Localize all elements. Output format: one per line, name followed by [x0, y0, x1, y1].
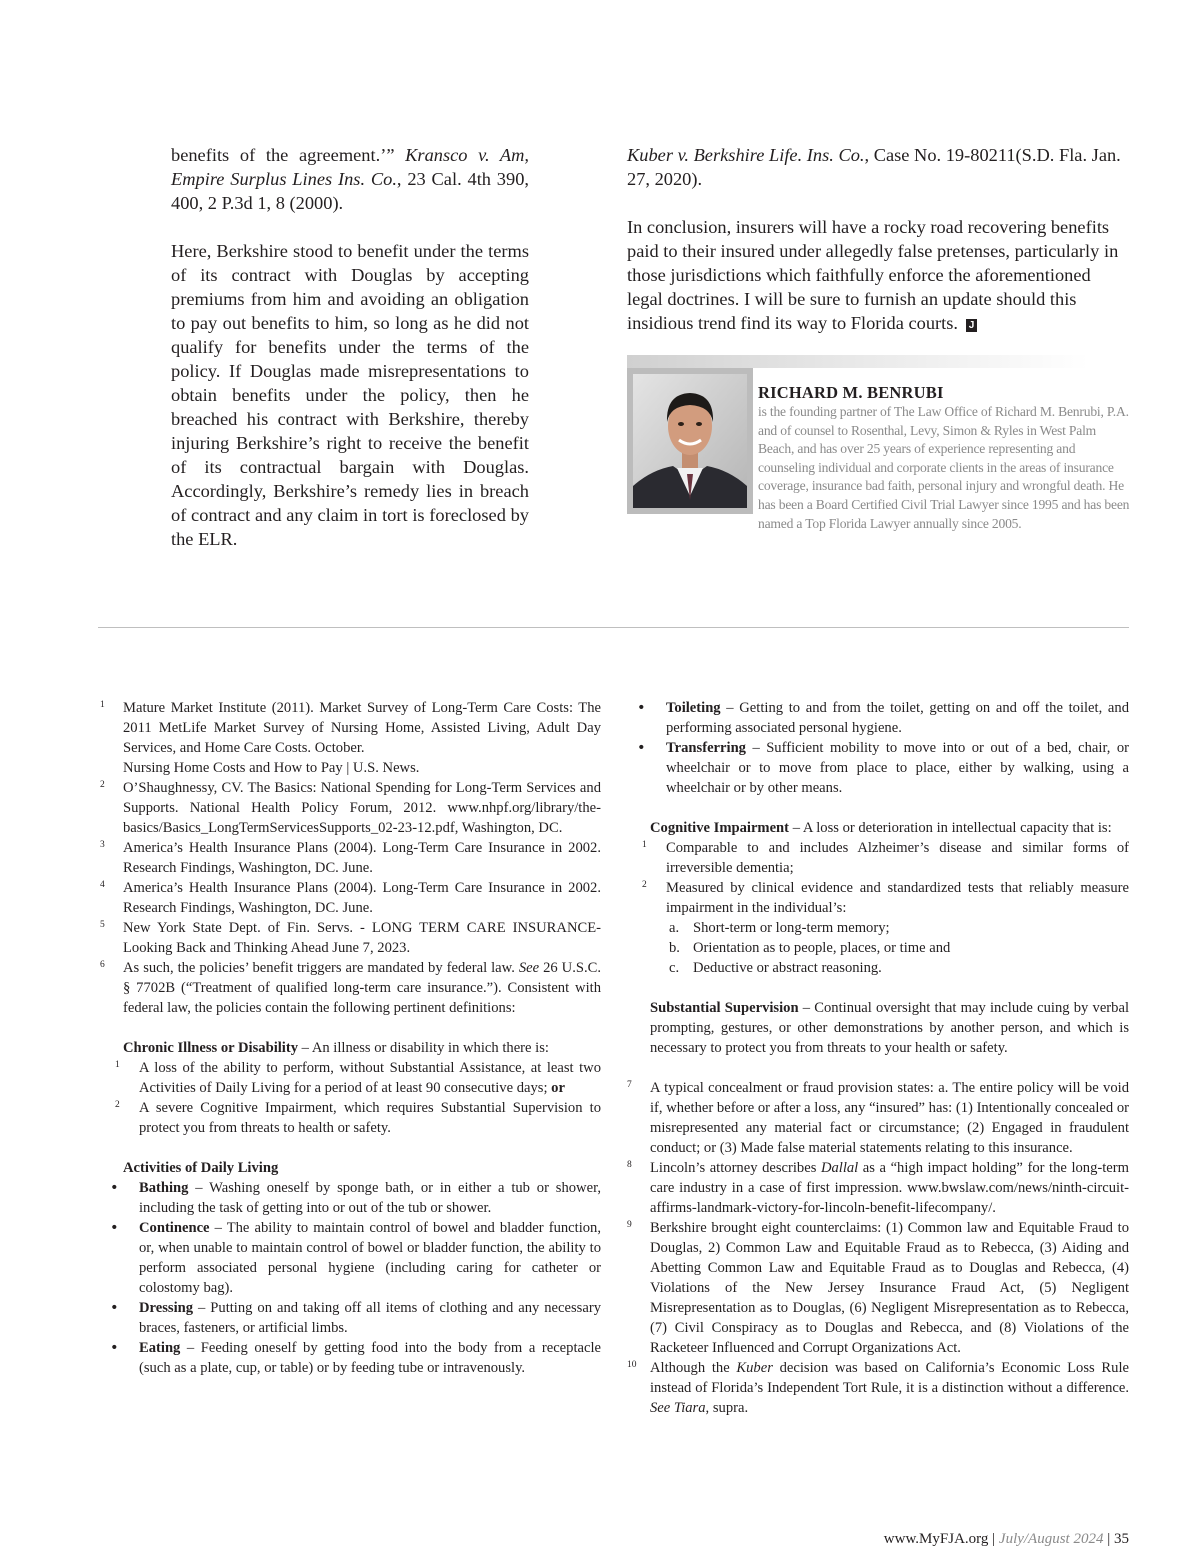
footnote-number: 5 [100, 920, 105, 930]
bullet-item: • Continence – The ability to maintain control of bowel and bladder function, or, when unable to maintain control of bowel or bladder function, the ability to perform associated personal hygiene (including caring for catheter or colostomy bag). [110, 1219, 601, 1296]
page-footer: www.MyFJA.org | July/August 2024 | 35 [883, 1531, 1129, 1547]
bullet-icon: • [637, 739, 646, 756]
footnote: 10 Although the Kuber decision was based on California’s Economic Loss Rule instead of Florida’s Independent Tort Rule, it is a distinction without a difference. See Tiara, supra. [627, 1358, 1129, 1418]
author-name: RICHARD M. BENRUBI [758, 383, 944, 402]
footnote-number: 9 [627, 1220, 632, 1230]
conclusion-paragraph: In conclusion, insurers will have a rocky road recovering benefits paid to their insured under allegedly false pretenses, particularly in those jurisdictions which faithfully enforce the aforementioned legal doctrines. I will be sure to furnish an update should this insidious trend find its way to Florida courts. J [627, 217, 1119, 333]
body-column-left [171, 143, 529, 551]
footnote: 4 America’s Health Insurance Plans (2004). Long-Term Care Insurance in 2002. Research Findings, Washington, DC. June. [100, 878, 601, 918]
page-number: 35 [1114, 1531, 1129, 1547]
footnotes-column-right [627, 698, 1129, 1418]
definition-heading: Substantial Supervision – Continual oversight that may include cuing by verbal prompting, gestures, or other demonstrations by another person, and which is necessary to protect you from threats to your health or safety. [650, 1000, 1129, 1056]
lettered-item: b. Orientation as to people, places, or time and [669, 940, 951, 956]
definition-subitem: 2 A severe Cognitive Impairment, which requires Substantial Supervision to protect you from threats to health or safety. [115, 1100, 601, 1136]
lettered-item: c. Deductive or abstract reasoning. [669, 960, 882, 976]
bullet-item: • Dressing – Putting on and taking off all items of clothing and any necessary braces, fasteners, or artificial limbs. [110, 1299, 601, 1336]
footnote-number: 10 [627, 1360, 637, 1370]
footnote-number: 3 [100, 840, 105, 850]
author-photo [633, 374, 747, 508]
bullet-item: • Transferring – Sufficient mobility to move into or out of a bed, chair, or wheelchair or to move from place to place, either by walking, using a wheelchair or by other means. [637, 739, 1129, 796]
footnote-number: 2 [100, 780, 105, 790]
bullet-icon: • [110, 1339, 119, 1356]
footnote: 3 America’s Health Insurance Plans (2004). Long-Term Care Insurance in 2002. Research Findings, Washington, DC. June. [100, 838, 601, 878]
body-paragraph: benefits of the agreement.’” Kransco v. Am, Empire Surplus Lines Ins. Co., 23 Cal. 4th 390, 400, 2 P.3d 1, 8 (2000). [171, 145, 530, 213]
bullet-item: • Bathing – Washing oneself by sponge bath, or in either a tub or shower, including the task of getting into or out of the tub or shower. [110, 1179, 601, 1216]
bullet-item: • Toileting – Getting to and from the toilet, getting on and off the toilet, and performing associated personal hygiene. [637, 699, 1129, 736]
bullet-icon: • [637, 699, 646, 716]
bullet-icon: • [110, 1179, 119, 1196]
author-bio-box [627, 355, 1129, 555]
bullet-icon: • [110, 1219, 119, 1236]
footnote: 5 New York State Dept. of Fin. Servs. - LONG TERM CARE INSURANCE- Looking Back and Thinking Ahead June 7, 2023. [100, 918, 601, 958]
author-bio-text: is the founding partner of The Law Office of Richard M. Benrubi, P.A. and of counsel to Rosenthal, Levy, Simon & Ryles in West Palm Beach, and has over 25 years of experience representing and counseling individual and corporate clients in the areas of insurance coverage, insurance bad faith, personal injury and wrongful death. He has been a Board Certified Civil Trial Lawyer since 1995 and has been named a Top Florida Lawyer annually since 2005. [758, 404, 1130, 531]
author-photo-frame [627, 368, 753, 514]
footnote: 1 Mature Market Institute (2011). Market Survey of Long-Term Care Costs: The 2011 MetLife Market Survey of Nursing Home, Assisted Living, Adult Day Services, and Home Care Costs. October. [100, 698, 601, 758]
bullet-item: • Eating – Feeding oneself by getting food into the body from a receptacle (such as a plate, cup, or table) or by feeding tube or intravenously. [110, 1339, 601, 1376]
body-paragraph: Here, Berkshire stood to benefit under the terms of its contract with Douglas by accepting premiums from him and avoiding an obligation to pay out benefits to him, so long as he did not qualify for benefits under the terms of the policy. If Douglas made misrepresentations to obtain benefits under the policy, then he breached his contract with Berkshire, thereby injuring Berkshire’s right to receive the benefit of its contractual bargain with Douglas. Accordingly, Berkshire’s remedy lies in breach of contract and any claim in tort is foreclosed by the ELR. [171, 241, 529, 549]
bullet-icon: • [110, 1299, 119, 1316]
footnote: 2 O’Shaughnessy, CV. The Basics: National Spending for Long-Term Services and Supports. National Health Policy Forum, 2012. www.nhpf.org/library/the-basics/Basics_LongTermServicesSupports_02-23-12.pdf, Washington, DC. [100, 778, 601, 838]
definition-heading: Chronic Illness or Disability – An illness or disability in which there is: [123, 1040, 549, 1056]
footnote: 7 A typical concealment or fraud provision states: a. The entire policy will be void if, whether before or after a loss, any “insured” has: (1) Intentionally concealed or misrepresented any material fact or circumstance; (2) Engaged in fraudulent conduct; or (3) Made false material statements relating to this insurance. [627, 1078, 1129, 1158]
end-of-article-icon: J [966, 319, 977, 332]
footnote-number: 4 [100, 880, 105, 890]
lettered-item: a. Short-term or long-term memory; [669, 920, 890, 936]
case-citation: Kransco v. Am, Empire Surplus Lines Ins. Co. [171, 145, 530, 189]
definition-subitem: 1 Comparable to and includes Alzheimer’s disease and similar forms of irreversible dementia; [642, 840, 1129, 876]
footnote-number: 8 [627, 1160, 632, 1170]
footer-website: www.MyFJA.org [883, 1531, 989, 1547]
definition-subitem: 1 A loss of the ability to perform, without Substantial Assistance, at least two Activities of Daily Living for a period of at least 90 consecutive days; or [115, 1060, 601, 1096]
body-paragraph: Kuber v. Berkshire Life. Ins. Co., Case No. 19-80211(S.D. Fla. Jan. 27, 2020). [627, 145, 1121, 189]
footnote-continuation: Nursing Home Costs and How to Pay | U.S. News. [123, 760, 420, 776]
definition-subitem: 2 Measured by clinical evidence and standardized tests that reliably measure impairment in the individual’s: [642, 880, 1129, 916]
footnote-number: 7 [627, 1080, 632, 1090]
footnote-number: 1 [100, 700, 105, 710]
definition-heading: Activities of Daily Living [123, 1160, 279, 1176]
footnote-number: 6 [100, 960, 105, 970]
footer-issue: July/August 2024 [998, 1531, 1104, 1547]
section-divider [98, 627, 1129, 628]
body-column-right [627, 143, 1129, 335]
definition-heading: Cognitive Impairment – A loss or deterioration in intellectual capacity that is: [650, 820, 1112, 836]
footnotes-column-left [100, 698, 601, 1378]
footnote: 8 Lincoln’s attorney describes Dallal as a “high impact holding” for the long-term care industry in a case of first impression. www.bwslaw.com/news/ninth-circuit-affirms-landmark-victory-for-lincoln-benefit-lifecompany/. [627, 1158, 1129, 1218]
footnote: 6 As such, the policies’ benefit triggers are mandated by federal law. See 26 U.S.C. § 7702B (“Treatment of qualified long-term care insurance.”). Consistent with federal law, the policies contain the following pertinent definitions: [100, 958, 601, 1018]
footnote: 9 Berkshire brought eight counterclaims: (1) Common law and Equitable Fraud to Douglas, 2) Common Law and Equitable Fraud as to Rebecca, (3) Aiding and Abetting Common Law and Equitable Fraud as to Douglas and Rebecca, (4) Violations of the New Jersey Insurance Fraud Act, (5) Negligent Misrepresentation as to Douglas, (6) Negligent Misrepresentation as to Rebecca, (7) Civil Conspiracy as to Douglas and Rebecca, and (8) Violations of the Racketeer Influenced and Corrupt Organizations Act. [627, 1218, 1129, 1358]
case-citation: Kuber v. Berkshire Life. Ins. Co. [627, 145, 865, 165]
